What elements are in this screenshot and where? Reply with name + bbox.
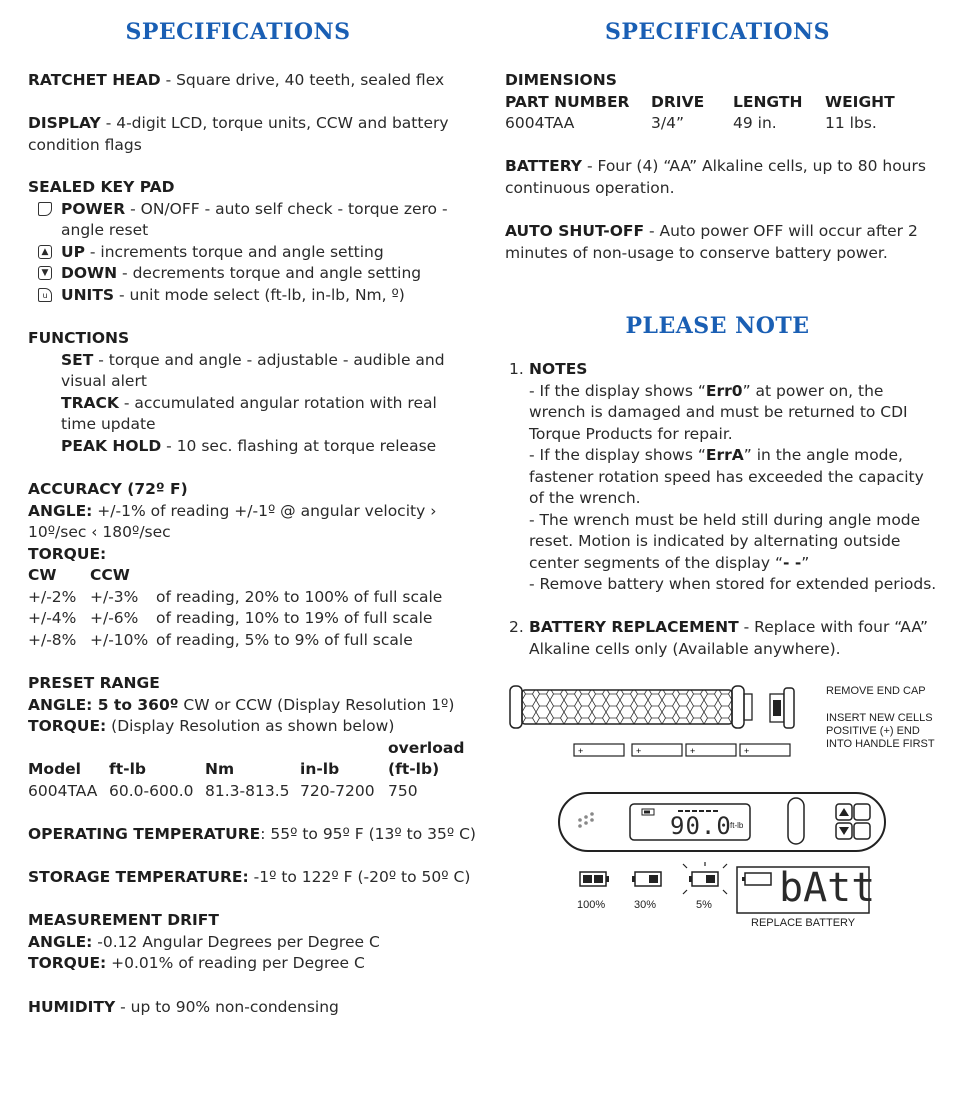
batt-lcd-text: bAtt — [779, 865, 876, 911]
keypad-heading: SEALED KEY PAD — [28, 178, 175, 196]
lcd-unit: ft-lb — [730, 821, 744, 830]
display-spec: DISPLAY - 4-digit LCD, torque units, CCW and battery condition flags — [28, 114, 449, 154]
accuracy-table: CW CCW +/-2% +/-3% of reading, 20% to 100% of full scale +/-4% +/-6% of reading, 10% to 19% of full scale +/-8% +/-10% of reading, 5% to 9% of full scale — [28, 565, 442, 651]
preset-spec: PRESET RANGE ANGLE: 5 to 360º CW or CCW (Display Resolution 1º) TORQUE: (Display Resolution as shown below) Model ft-lb Nm in-lb overload (ft-lb) 6004TAA 60.0-600.0 81.3-813.5 720-7200 750 — [28, 673, 468, 802]
keypad-down: ▼ DOWN - decrements torque and angle setting — [28, 263, 468, 285]
down-key-icon: ▼ — [38, 266, 52, 280]
insert-cells-label: INSERT NEW CELLS POSITIVE (+) END INTO HANDLE FIRST — [826, 712, 935, 750]
svg-text:+: + — [690, 746, 696, 756]
battery-spec: BATTERY - Four (4) “AA” Alkaline cells, up to 80 hours continuous operation. — [505, 157, 926, 197]
svg-text:+: + — [578, 746, 584, 756]
auto-shutoff-spec: AUTO SHUT-OFF - Auto power OFF will occur after 2 minutes of non-usage to conserve battery power. — [505, 222, 918, 262]
dimensions-spec: DIMENSIONS PART NUMBER DRIVE LENGTH WEIGHT 6004TAA 3/4” 49 in. 11 lbs. — [505, 70, 930, 135]
operating-temp: OPERATING TEMPERATURE: 55º to 95º F (13º to 35º C) — [28, 825, 476, 843]
please-note-title: PLEASE NOTE — [625, 313, 810, 339]
left-title: SPECIFICATIONS — [125, 19, 351, 45]
measurement-drift: MEASUREMENT DRIFT ANGLE: -0.12 Angular Degrees per Degree C TORQUE: +0.01% of reading per Degree C — [28, 911, 380, 972]
battery-half-icon — [632, 872, 661, 886]
aa-cells-icon — [574, 744, 790, 756]
keypad-power: POWER - ON/OFF - auto self check - torque zero - angle reset — [28, 199, 468, 242]
handle-illustration — [508, 682, 808, 762]
battery-low-flashing-icon — [683, 862, 727, 894]
table-row: +/-8% +/-10% of reading, 5% to 9% of full scale — [28, 630, 413, 649]
dimensions-table: PART NUMBER DRIVE LENGTH WEIGHT 6004TAA 3/4” 49 in. 11 lbs. — [505, 92, 895, 135]
svg-text:+: + — [744, 746, 750, 756]
up-key-icon: ▲ — [38, 245, 52, 259]
accuracy-spec: ACCURACY (72º F) ANGLE: +/-1% of reading +/-1º @ angular velocity › 10º/sec ‹ 180º/sec TORQUE: CW CCW +/-2% +/-3% of reading, 20% to 100% of full scale +/-4% +/-6% of reading, 10% to 19% of full scale +/-8% +/-10% of reading, 5% to 9% of full scale — [28, 479, 468, 651]
keypad-up: ▲ UP - increments torque and angle setting — [28, 242, 468, 264]
humidity-spec: HUMIDITY - up to 90% non-condensing — [28, 998, 339, 1016]
table-row: +/-2% +/-3% of reading, 20% to 100% of full scale — [28, 587, 443, 606]
remove-end-cap-label: REMOVE END CAP — [826, 685, 926, 697]
table-row: 6004TAA 3/4” 49 in. 11 lbs. — [505, 114, 877, 132]
end-cap-icon — [770, 688, 794, 728]
keypad-units: u UNITS - unit mode select (ft-lb, in-lb, Nm, º) — [28, 285, 468, 307]
ratchet-spec: RATCHET HEAD - Square drive, 40 teeth, sealed flex — [28, 71, 445, 89]
speaker-icon — [578, 812, 594, 828]
table-row: 6004TAA 60.0-600.0 81.3-813.5 720-7200 750 — [28, 781, 418, 800]
right-title: SPECIFICATIONS — [604, 19, 831, 45]
battery-replacement: 2. BATTERY REPLACEMENT - Replace with four “AA” Alkaline cells only (Available anywhere). — [509, 618, 929, 658]
functions-spec: FUNCTIONS SET - torque and angle - adjustable - audible and visual alert TRACK - accumulated angular rotation with real time update PEAK HOLD - 10 sec. flashing at torque release — [28, 329, 445, 455]
preset-table: Model ft-lb Nm in-lb overload (ft-lb) 6004TAA 60.0-600.0 81.3-813.5 720-7200 750 — [28, 738, 464, 803]
lcd-panel-figure — [558, 792, 888, 852]
battery-30-label: 30% — [634, 899, 657, 911]
battery-levels-figure — [575, 862, 875, 932]
units-key-icon: u — [38, 288, 52, 302]
replace-battery-label: REPLACE BATTERY — [751, 917, 856, 929]
power-key-icon — [38, 202, 52, 216]
lcd-value: 90.0 — [670, 812, 732, 840]
notes-section: 1. NOTES - If the display shows “Err0” at power on, the wrench is damaged and must be returned to CDI Torque Products for repair. - If the display shows “ErrA” in the angle mode, fastener rotation speed has exceeded the capacity of the wrench. - The wrench must be held still during angle mode reset. Motion is indicated by alternating outside center segments of the display “- -” - Remove battery when stored for extended periods. — [509, 360, 937, 593]
battery-replacement-figure — [508, 682, 938, 762]
battery-5-label: 5% — [696, 899, 712, 911]
keypad-spec — [28, 177, 468, 306]
battery-full-icon — [580, 872, 609, 886]
table-row: +/-4% +/-6% of reading, 10% to 19% of full scale — [28, 609, 433, 627]
storage-temp: STORAGE TEMPERATURE: -1º to 122º F (-20º to 50º C) — [28, 868, 471, 886]
svg-text:+: + — [636, 746, 642, 756]
battery-100-label: 100% — [577, 899, 606, 911]
